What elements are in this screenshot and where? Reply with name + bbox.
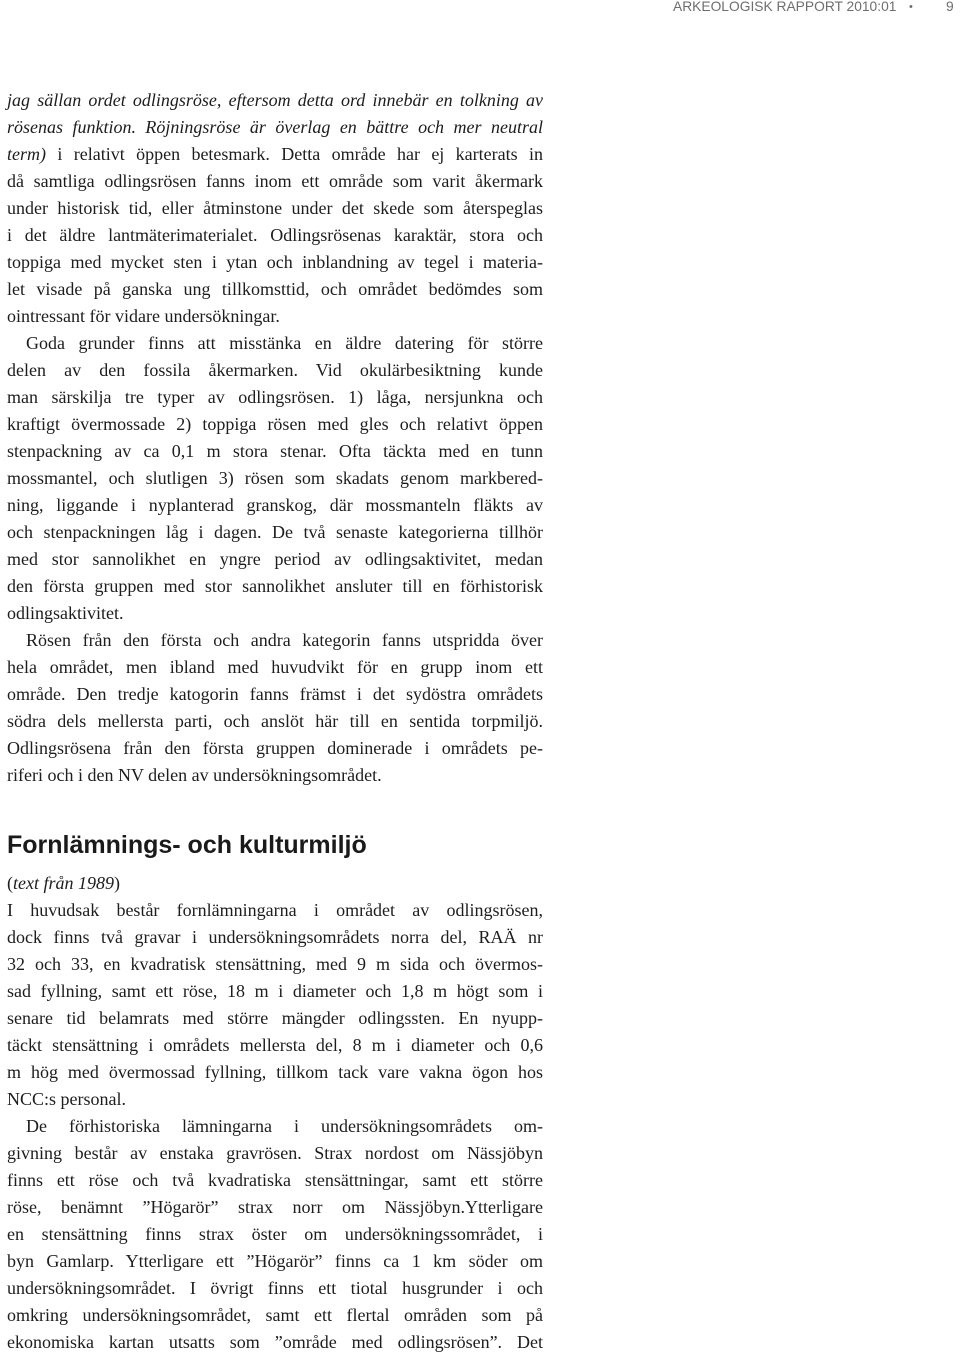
text-line: toppiga med mycket sten i ytan och inblandning av tegel i materia- bbox=[7, 252, 543, 272]
text-line: rösenas funktion. Röjningsröse är överlag en bättre och mer neutral bbox=[7, 117, 543, 137]
text-line bbox=[7, 141, 543, 168]
paragraph bbox=[7, 897, 543, 1113]
text-line: Rösen från den första och andra kategorin fanns utspridda över bbox=[26, 630, 543, 650]
text-line: senare tid belamrats med större mängder odlingssten. En nyupp- bbox=[7, 1008, 543, 1028]
text-line: ning, liggande i nyplanterad granskog, där mossmanteln fläkts av bbox=[7, 495, 543, 515]
header-separator-bullet: • bbox=[909, 1, 913, 13]
text-line: ekonomiska kartan utsatts som ”område med odlingsrösen”. Det bbox=[7, 1332, 543, 1352]
running-header-title: ARKEOLOGISK RAPPORT 2010:01 bbox=[673, 0, 897, 14]
text-line: dock finns två gravar i undersökningsområdets norra del, RAÄ nr bbox=[7, 927, 543, 947]
text-line: riferi och i den NV delen av undersökningsområdet. bbox=[7, 765, 382, 785]
section-heading: Fornlämnings- och kulturmiljö bbox=[7, 831, 367, 859]
text-line: kraftigt övermossade 2) toppiga rösen med gles och relativt öppen bbox=[7, 414, 543, 434]
source-note bbox=[7, 870, 120, 897]
paragraph bbox=[7, 87, 543, 330]
text-line: med stor sannolikhet en yngre period av odlingsaktivitet, medan bbox=[7, 549, 543, 569]
text-line: mossmantel, och slutligen 3) rösen som skadats genom markbered- bbox=[7, 468, 543, 488]
text-line: let visade på ganska ung tillkomsttid, och området bedömdes som bbox=[7, 279, 543, 299]
text-line: De förhistoriska lämningarna i undersökningsområdets om- bbox=[26, 1116, 543, 1136]
text-line: hela området, men ibland med huvudvikt för en grupp inom ett bbox=[7, 657, 543, 677]
paragraph bbox=[7, 627, 543, 789]
text-line: den första gruppen med stor sannolikhet ansluter till en förhistorisk bbox=[7, 576, 543, 596]
text-line: m hög med övermossad fyllning, tillkom tack vare vakna ögon hos bbox=[7, 1062, 543, 1082]
source-note-open-paren: ( bbox=[7, 873, 13, 893]
text-line: undersökningsområdet. I övrigt finns ett tiotal husgrunder i och bbox=[7, 1278, 543, 1298]
source-note-text: text från 1989 bbox=[13, 873, 114, 893]
text-line: byn Gamlarp. Ytterligare ett ”Högarör” finns ca 1 km söder om bbox=[7, 1251, 543, 1271]
paragraph bbox=[7, 1113, 543, 1356]
text-line: 32 och 33, en kvadratisk stensättning, med 9 m sida och övermos- bbox=[7, 954, 543, 974]
text-line: odlingsaktivitet. bbox=[7, 603, 124, 623]
text-line: under historisk tid, eller åtminstone under det skede som återspeglas bbox=[7, 198, 543, 218]
text-line: en stensättning finns strax öster om undersökningssområdet, i bbox=[7, 1224, 543, 1244]
text-line: givning består av enstaka gravrösen. Strax nordost om Nässjöbyn bbox=[7, 1143, 543, 1163]
text-line: delen av den fossila åkermarken. Vid okulärbesiktning kunde bbox=[7, 360, 543, 380]
text-line: man särskilja tre typer av odlingsrösen. 1) låga, nersjunkna och bbox=[7, 387, 543, 407]
roman-text: i relativt öppen betesmark. Detta område har ej karterats in bbox=[57, 144, 544, 164]
text-line: sad fyllning, samt ett röse, 18 m i diameter och 1,8 m högt som i bbox=[7, 981, 543, 1001]
text-line: ointressant för vidare undersökningar. bbox=[7, 306, 280, 326]
italic-text: term) bbox=[7, 144, 46, 164]
text-line: stenpackning av ca 0,1 m stora stenar. Ofta täckta med en tunn bbox=[7, 441, 543, 461]
text-line: röse, benämnt ”Högarör” strax norr om Nässjöbyn.Ytterligare bbox=[7, 1197, 543, 1217]
text-line: Odlingsrösena från den första gruppen dominerade i områdets pe- bbox=[7, 738, 543, 758]
page-number: 9 bbox=[946, 0, 954, 14]
text-line: södra dels mellersta parti, och anslöt här till en sentida torpmiljö. bbox=[7, 711, 543, 731]
text-line: och stenpackningen låg i dagen. De två senaste kategorierna tillhör bbox=[7, 522, 543, 542]
text-line: finns ett röse och två kvadratiska stensättningar, samt ett större bbox=[7, 1170, 543, 1190]
text-line: täckt stensättning i områdets mellersta del, 8 m i diameter och 0,6 bbox=[7, 1035, 543, 1055]
text-line: då samtliga odlingsrösen fanns inom ett område som varit åkermark bbox=[7, 171, 543, 191]
text-line: Goda grunder finns att misstänka en äldre datering för större bbox=[26, 333, 543, 353]
text-line: jag sällan ordet odlingsröse, eftersom detta ord innebär en tolkning av bbox=[7, 90, 543, 110]
paragraph bbox=[7, 330, 543, 627]
body-text-column bbox=[7, 897, 543, 1356]
text-line: omkring undersökningsområdet, samt ett flertal områden som på bbox=[7, 1305, 543, 1325]
text-line: I huvudsak består fornlämningarna i området av odlingsrösen, bbox=[7, 900, 543, 920]
source-note-close-paren: ) bbox=[114, 873, 120, 893]
text-line: i det äldre lantmäterimaterialet. Odlingsrösenas karaktär, stora och bbox=[7, 225, 543, 245]
text-line: område. Den tredje katogorin fanns främst i det sydöstra områdets bbox=[7, 684, 543, 704]
body-text-column bbox=[7, 87, 543, 789]
text-line: NCC:s personal. bbox=[7, 1089, 126, 1109]
